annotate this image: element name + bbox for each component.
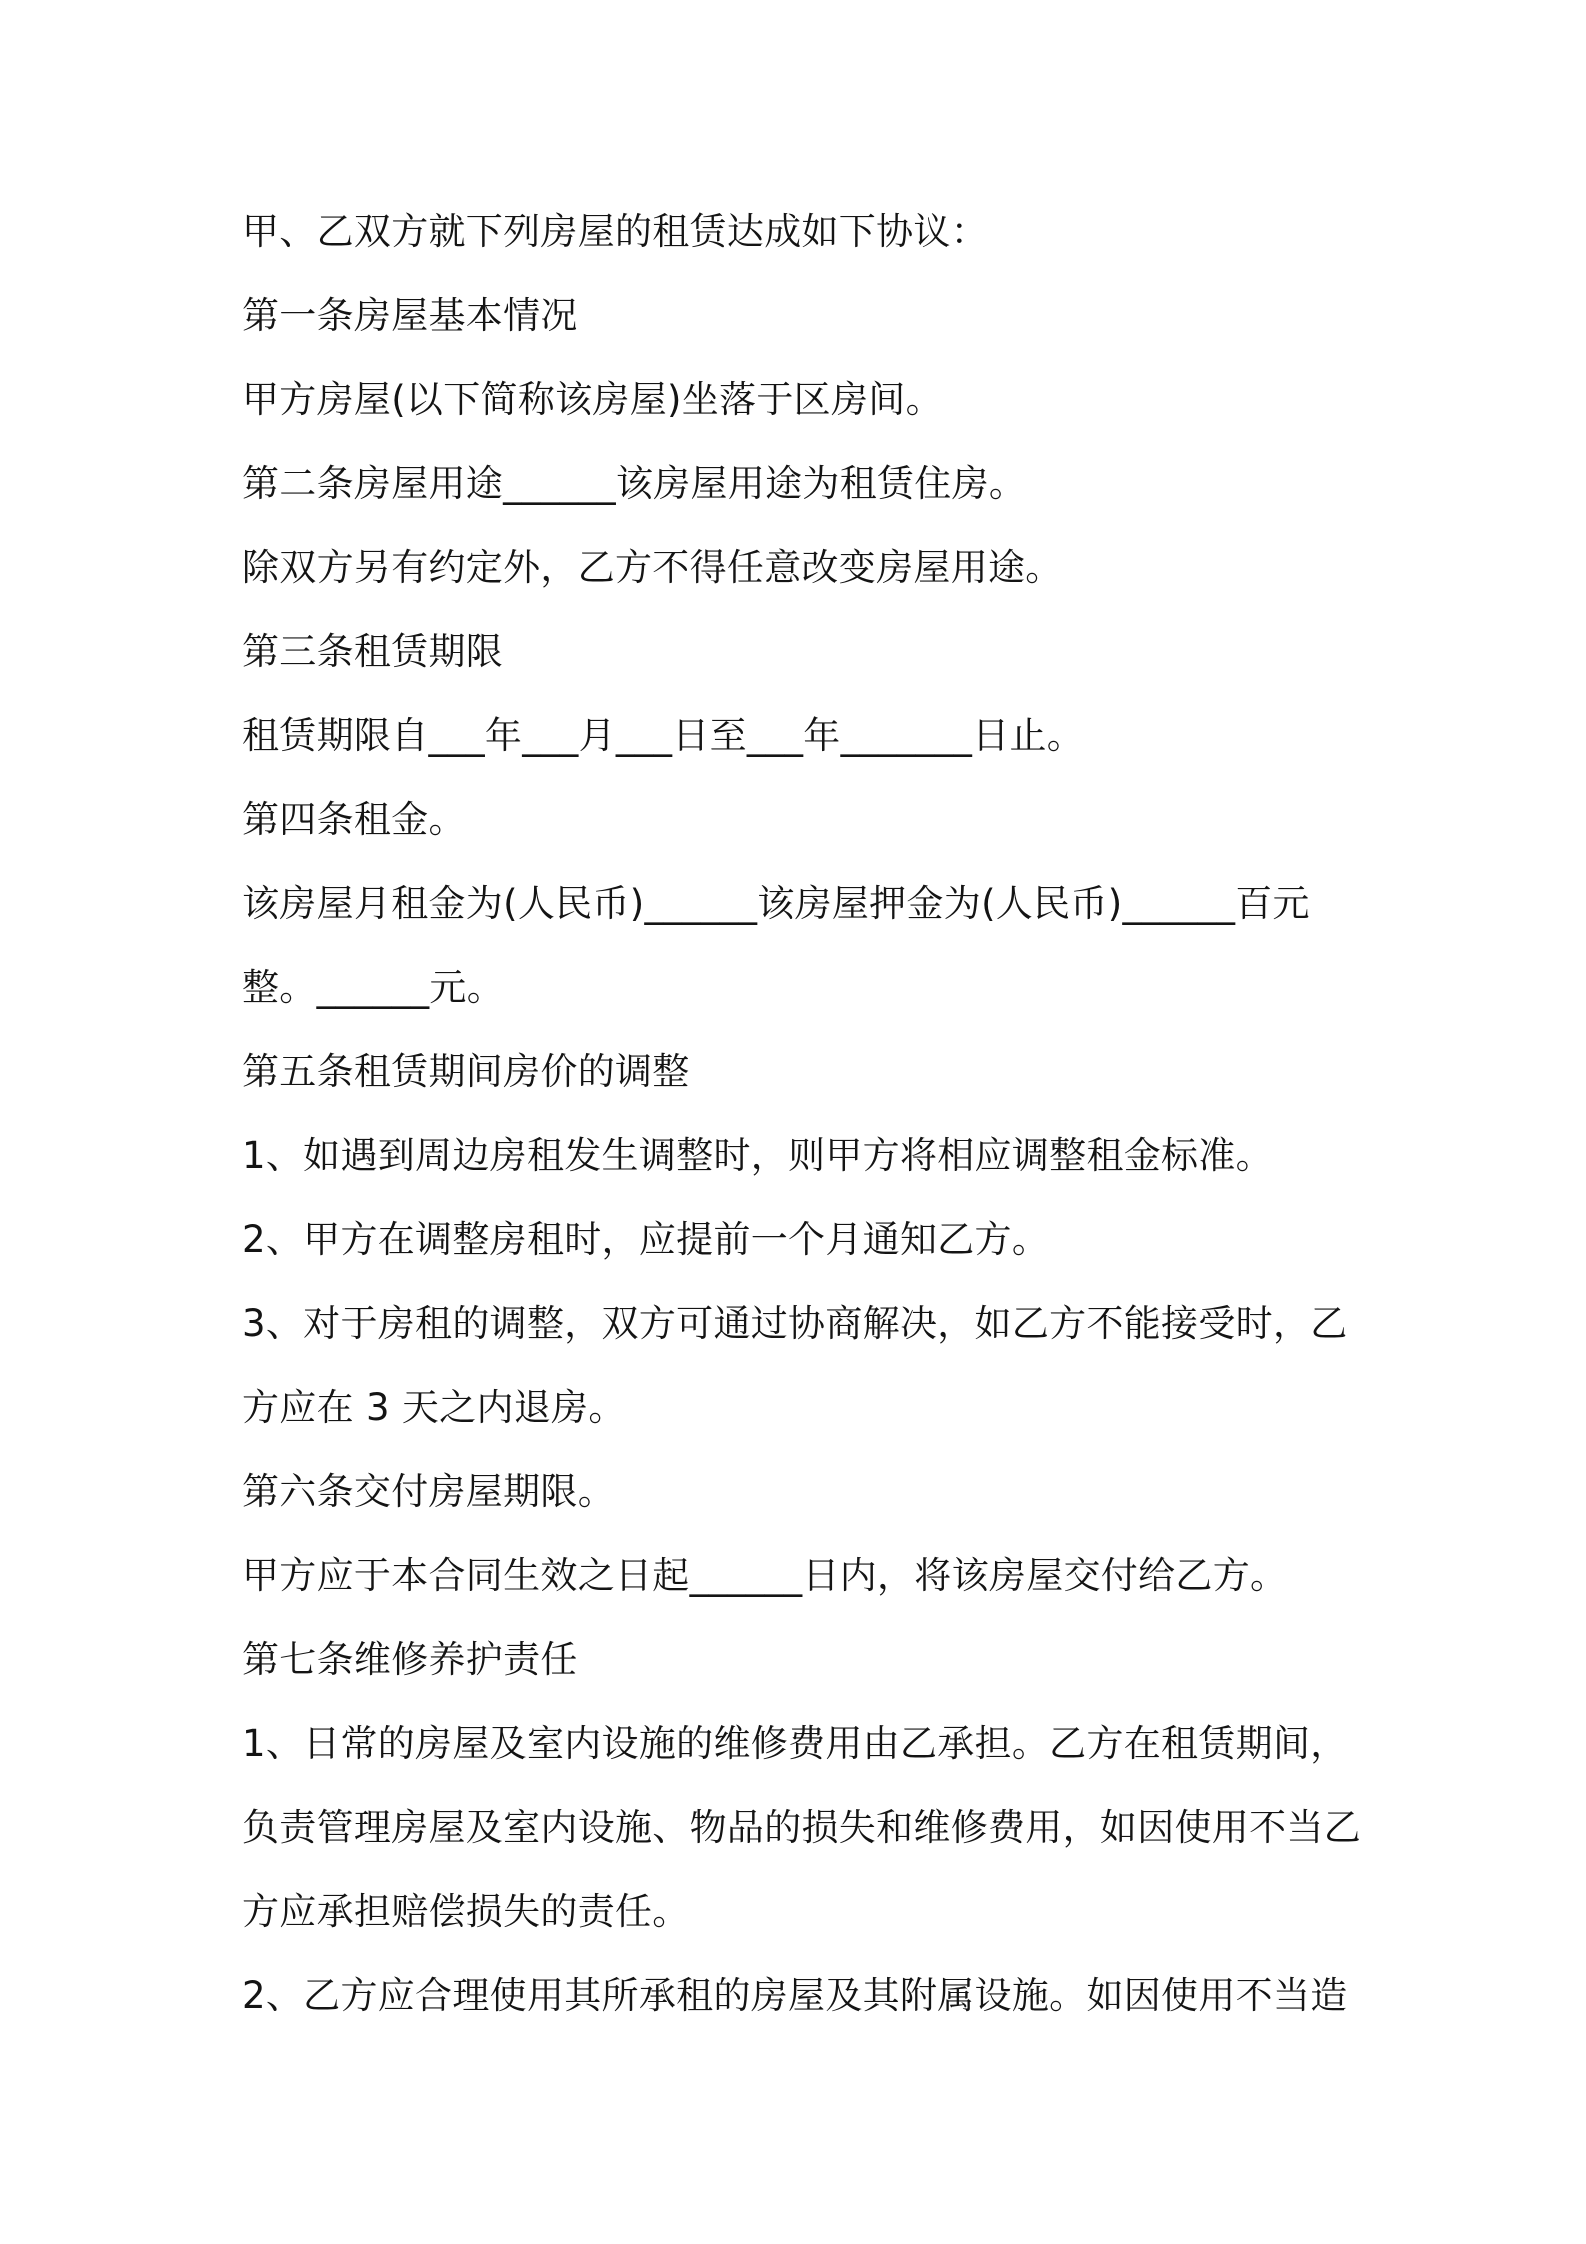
article-5-item-3-line-2: 方应在 3 天之内退房。 <box>242 1386 626 1429</box>
article-6-heading: 第六条交付房屋期限。 <box>242 1470 615 1513</box>
article-7-item-1-line-1: 1、日常的房屋及室内设施的维修费用由乙承担。乙方在租赁期间， <box>242 1722 1348 1765</box>
agreement-intro: 甲、乙双方就下列房屋的租赁达成如下协议： <box>242 210 988 253</box>
article-2-text: 除双方另有约定外，乙方不得任意改变房屋用途。 <box>242 546 1063 589</box>
article-1-text: 甲方房屋(以下简称该房屋)坐落于区房间。 <box>242 378 943 421</box>
article-1-heading: 第一条房屋基本情况 <box>242 294 578 337</box>
article-4-text-line-2: 整。______元。 <box>242 966 504 1009</box>
article-5-item-2: 2、甲方在调整房租时，应提前一个月通知乙方。 <box>242 1218 1050 1261</box>
article-6-text: 甲方应于本合同生效之日起______日内，将该房屋交付给乙方。 <box>242 1554 1288 1597</box>
article-5-item-3-line-1: 3、对于房租的调整，双方可通过协商解决，如乙方不能接受时，乙 <box>242 1302 1348 1345</box>
article-3-heading: 第三条租赁期限 <box>242 630 504 673</box>
article-5-heading: 第五条租赁期间房价的调整 <box>242 1050 690 1093</box>
article-4-heading: 第四条租金。 <box>242 798 466 841</box>
article-5-item-1: 1、如遇到周边房租发生调整时，则甲方将相应调整租金标准。 <box>242 1134 1273 1177</box>
article-7-item-1-line-3: 方应承担赔偿损失的责任。 <box>242 1890 690 1933</box>
article-7-item-2-line-1: 2、乙方应合理使用其所承租的房屋及其附属设施。如因使用不当造 <box>242 1974 1348 2017</box>
article-2-heading: 第二条房屋用途______该房屋用途为租赁住房。 <box>242 462 1027 505</box>
article-7-item-1-line-2: 负责管理房屋及室内设施、物品的损失和维修费用，如因使用不当乙 <box>242 1806 1361 1849</box>
article-3-text: 租赁期限自___年___月___日至___年_______日止。 <box>242 714 1085 757</box>
article-7-heading: 第七条维修养护责任 <box>242 1638 578 1681</box>
article-4-text-line-1: 该房屋月租金为(人民币)______该房屋押金为(人民币)______百元 <box>242 882 1310 925</box>
document-body <box>242 198 1361 2046</box>
